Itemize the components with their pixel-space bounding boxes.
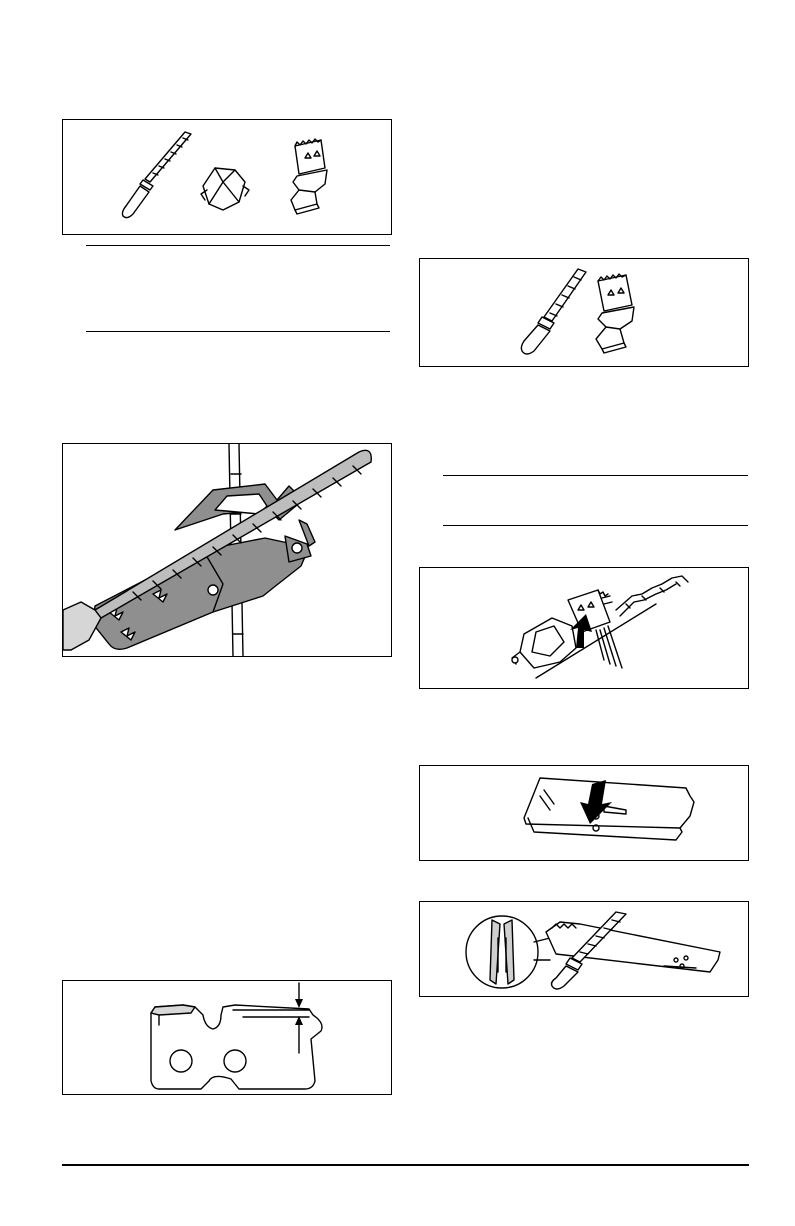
figure-bar-groove-cleaning (419, 901, 749, 997)
flat-file-icon (521, 269, 586, 354)
file-gauge-icon (596, 274, 634, 353)
figure-gauge-on-chain (62, 443, 392, 657)
figure-tools-set (62, 119, 392, 235)
file-gauge-on-chain-icon (63, 444, 371, 656)
depth-gauge-tool-icon (201, 168, 249, 210)
bar-tip-icon (524, 778, 694, 840)
figure-flat-file-gauge (419, 258, 749, 367)
gauge-on-chain-icon (512, 576, 688, 678)
file-gauge-icon (291, 139, 327, 214)
note-rule-right-bottom (443, 525, 748, 526)
figure-cutter-tooth (62, 980, 392, 1095)
note-rule-right-top (443, 475, 748, 476)
note-rule-top (86, 245, 390, 246)
note-rule-bottom (86, 331, 390, 332)
figure-gauge-check (419, 567, 749, 689)
footer-rule (62, 1164, 749, 1166)
cutter-tooth-icon (151, 1005, 322, 1089)
figure-bar-lubrication-hole (419, 765, 749, 861)
round-file-icon (122, 132, 191, 218)
